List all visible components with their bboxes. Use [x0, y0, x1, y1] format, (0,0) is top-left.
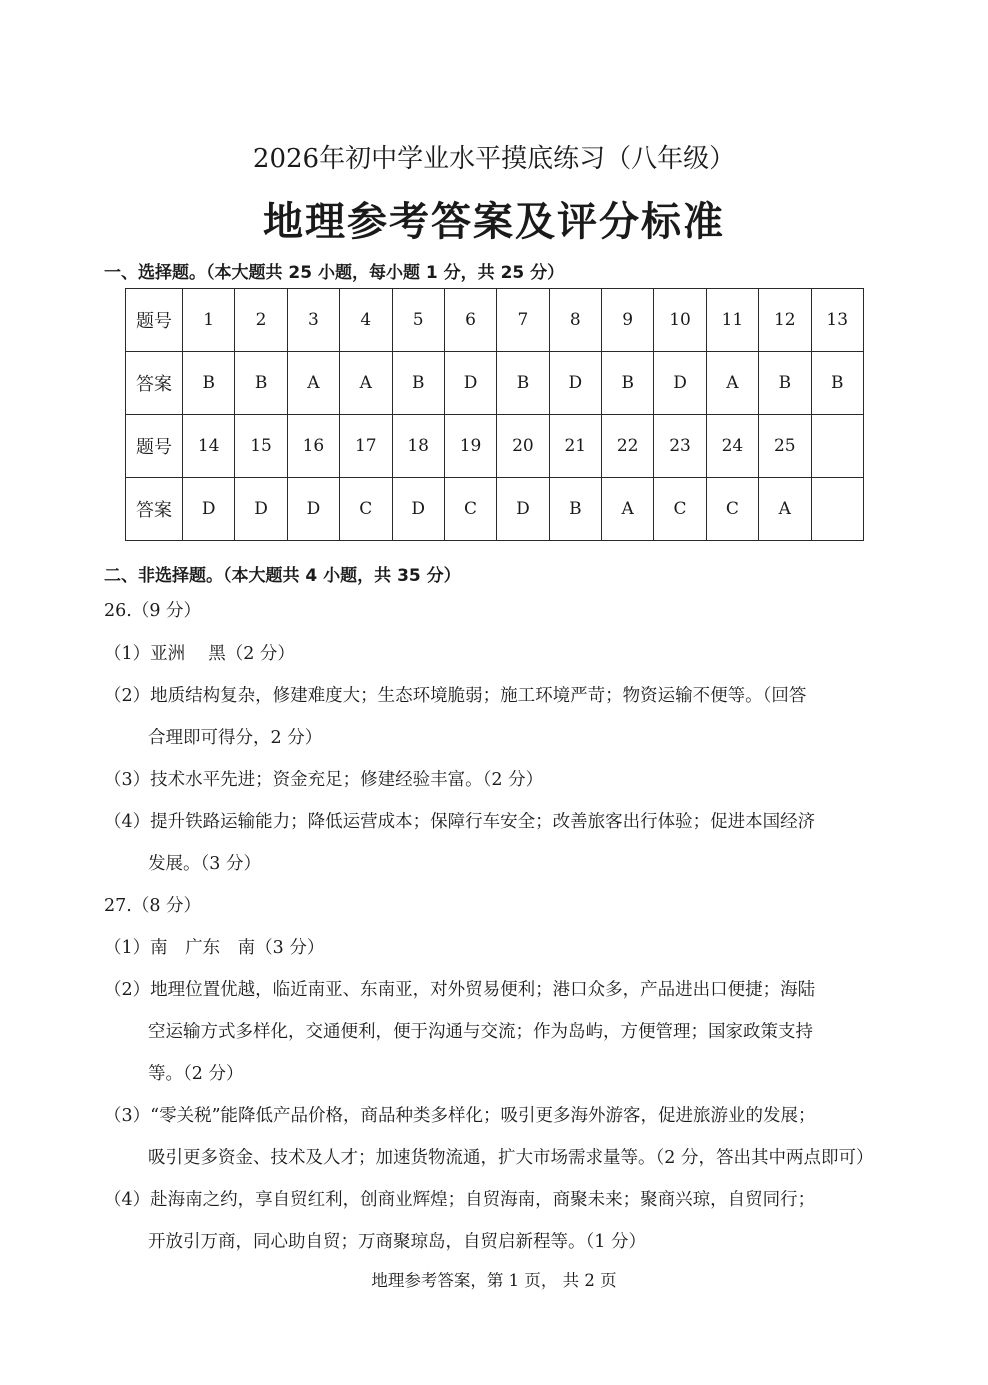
- answer-cell: A: [340, 352, 392, 415]
- question-number-cell: [811, 415, 864, 478]
- answer-cell: D: [235, 478, 287, 541]
- question-26-title: 26.（9 分）: [104, 601, 202, 621]
- answer-cell: A: [287, 352, 339, 415]
- question-number-cell: 18: [392, 415, 444, 478]
- answer-cell: C: [444, 478, 496, 541]
- answer-cell: B: [392, 352, 444, 415]
- q26-part4-line2: 发展。（3 分）: [148, 854, 261, 874]
- answer-cell: B: [235, 352, 287, 415]
- answer-cell: B: [549, 478, 601, 541]
- question-number-cell: 2: [235, 289, 287, 352]
- answer-cell: A: [706, 352, 758, 415]
- question-number-cell: 25: [759, 415, 811, 478]
- q27-part3-line2: 吸引更多资金、技术及人才；加速货物流通，扩大市场需求量等。（2 分，答出其中两点即可）: [148, 1148, 874, 1168]
- table-row: [126, 289, 864, 352]
- question-number-cell: 16: [287, 415, 339, 478]
- answer-cell: C: [340, 478, 392, 541]
- question-number-cell: 5: [392, 289, 444, 352]
- question-number-cell: 12: [759, 289, 811, 352]
- question-number-cell: 1: [183, 289, 235, 352]
- answer-cell: C: [706, 478, 758, 541]
- row-label-answer: 答案: [126, 478, 183, 541]
- answer-cell: D: [287, 478, 339, 541]
- question-number-cell: 24: [706, 415, 758, 478]
- answer-cell: D: [444, 352, 496, 415]
- section2-heading: 二、非选择题。（本大题共 4 小题，共 35 分）: [104, 566, 461, 586]
- q27-part4-line1: （4）赴海南之约，享自贸红利，创商业辉煌；自贸海南，商聚未来；聚商兴琼，自贸同行；: [104, 1190, 816, 1210]
- question-number-cell: 9: [602, 289, 654, 352]
- answer-cell: C: [654, 478, 706, 541]
- row-label-number: 题号: [126, 415, 183, 478]
- question-number-cell: 21: [549, 415, 601, 478]
- table-row: [126, 352, 864, 415]
- q26-part3: （3）技术水平先进；资金充足；修建经验丰富。（2 分）: [104, 770, 544, 790]
- question-number-cell: 11: [706, 289, 758, 352]
- q26-part2-line2: 合理即可得分，2 分）: [148, 728, 323, 748]
- question-number-cell: 13: [811, 289, 864, 352]
- question-number-cell: 23: [654, 415, 706, 478]
- answer-cell: D: [497, 478, 549, 541]
- answer-cell: A: [759, 478, 811, 541]
- document-subtitle: 地理参考答案及评分标准: [263, 198, 725, 245]
- question-number-cell: 10: [654, 289, 706, 352]
- exam-title: 2026年初中学业水平摸底练习（八年级）: [252, 144, 736, 174]
- answer-cell: A: [602, 478, 654, 541]
- answer-cell: B: [759, 352, 811, 415]
- section1-heading: 一、选择题。（本大题共 25 小题，每小题 1 分，共 25 分）: [104, 263, 565, 283]
- q26-part1: （1）亚洲 黑（2 分）: [104, 644, 295, 664]
- page-footer: 地理参考答案，第 1 页， 共 2 页: [371, 1271, 617, 1290]
- question-number-cell: 19: [444, 415, 496, 478]
- row-label-number: 题号: [126, 289, 183, 352]
- q27-part2-line3: 等。（2 分）: [148, 1064, 244, 1084]
- answer-cell: B: [602, 352, 654, 415]
- answer-cell: D: [392, 478, 444, 541]
- q27-part1: （1）南 广东 南（3 分）: [104, 938, 325, 958]
- question-number-cell: 8: [549, 289, 601, 352]
- answer-cell: B: [183, 352, 235, 415]
- question-number-cell: 7: [497, 289, 549, 352]
- question-number-cell: 17: [340, 415, 392, 478]
- question-number-cell: 4: [340, 289, 392, 352]
- answer-cell: [811, 478, 864, 541]
- question-number-cell: 20: [497, 415, 549, 478]
- q27-part2-line2: 空运输方式多样化，交通便利，便于沟通与交流；作为岛屿，方便管理；国家政策支持: [148, 1022, 813, 1042]
- answer-cell: D: [183, 478, 235, 541]
- answer-cell: D: [654, 352, 706, 415]
- question-number-cell: 3: [287, 289, 339, 352]
- question-number-cell: 6: [444, 289, 496, 352]
- answer-cell: B: [811, 352, 864, 415]
- question-number-cell: 14: [183, 415, 235, 478]
- table-row: [126, 478, 864, 541]
- q27-part2-line1: （2）地理位置优越，临近南亚、东南亚，对外贸易便利；港口众多，产品进出口便捷；海陆: [104, 980, 816, 1000]
- row-label-answer: 答案: [126, 352, 183, 415]
- question-number-cell: 15: [235, 415, 287, 478]
- multiple-choice-answer-table: [125, 288, 864, 541]
- question-27-title: 27.（8 分）: [104, 896, 202, 916]
- q27-part3-line1: （3）“零关税”能降低产品价格，商品种类多样化；吸引更多海外游客，促进旅游业的发展；: [104, 1106, 816, 1126]
- q26-part4-line1: （4）提升铁路运输能力；降低运营成本；保障行车安全；改善旅客出行体验；促进本国经济: [104, 812, 816, 832]
- table-row: [126, 415, 864, 478]
- q27-part4-line2: 开放引万商，同心助自贸；万商聚琼岛，自贸启新程等。（1 分）: [148, 1232, 646, 1252]
- answer-cell: B: [497, 352, 549, 415]
- answer-cell: D: [549, 352, 601, 415]
- question-number-cell: 22: [602, 415, 654, 478]
- q26-part2-line1: （2）地质结构复杂，修建难度大；生态环境脆弱；施工环境严苛；物资运输不便等。（回答: [104, 686, 807, 706]
